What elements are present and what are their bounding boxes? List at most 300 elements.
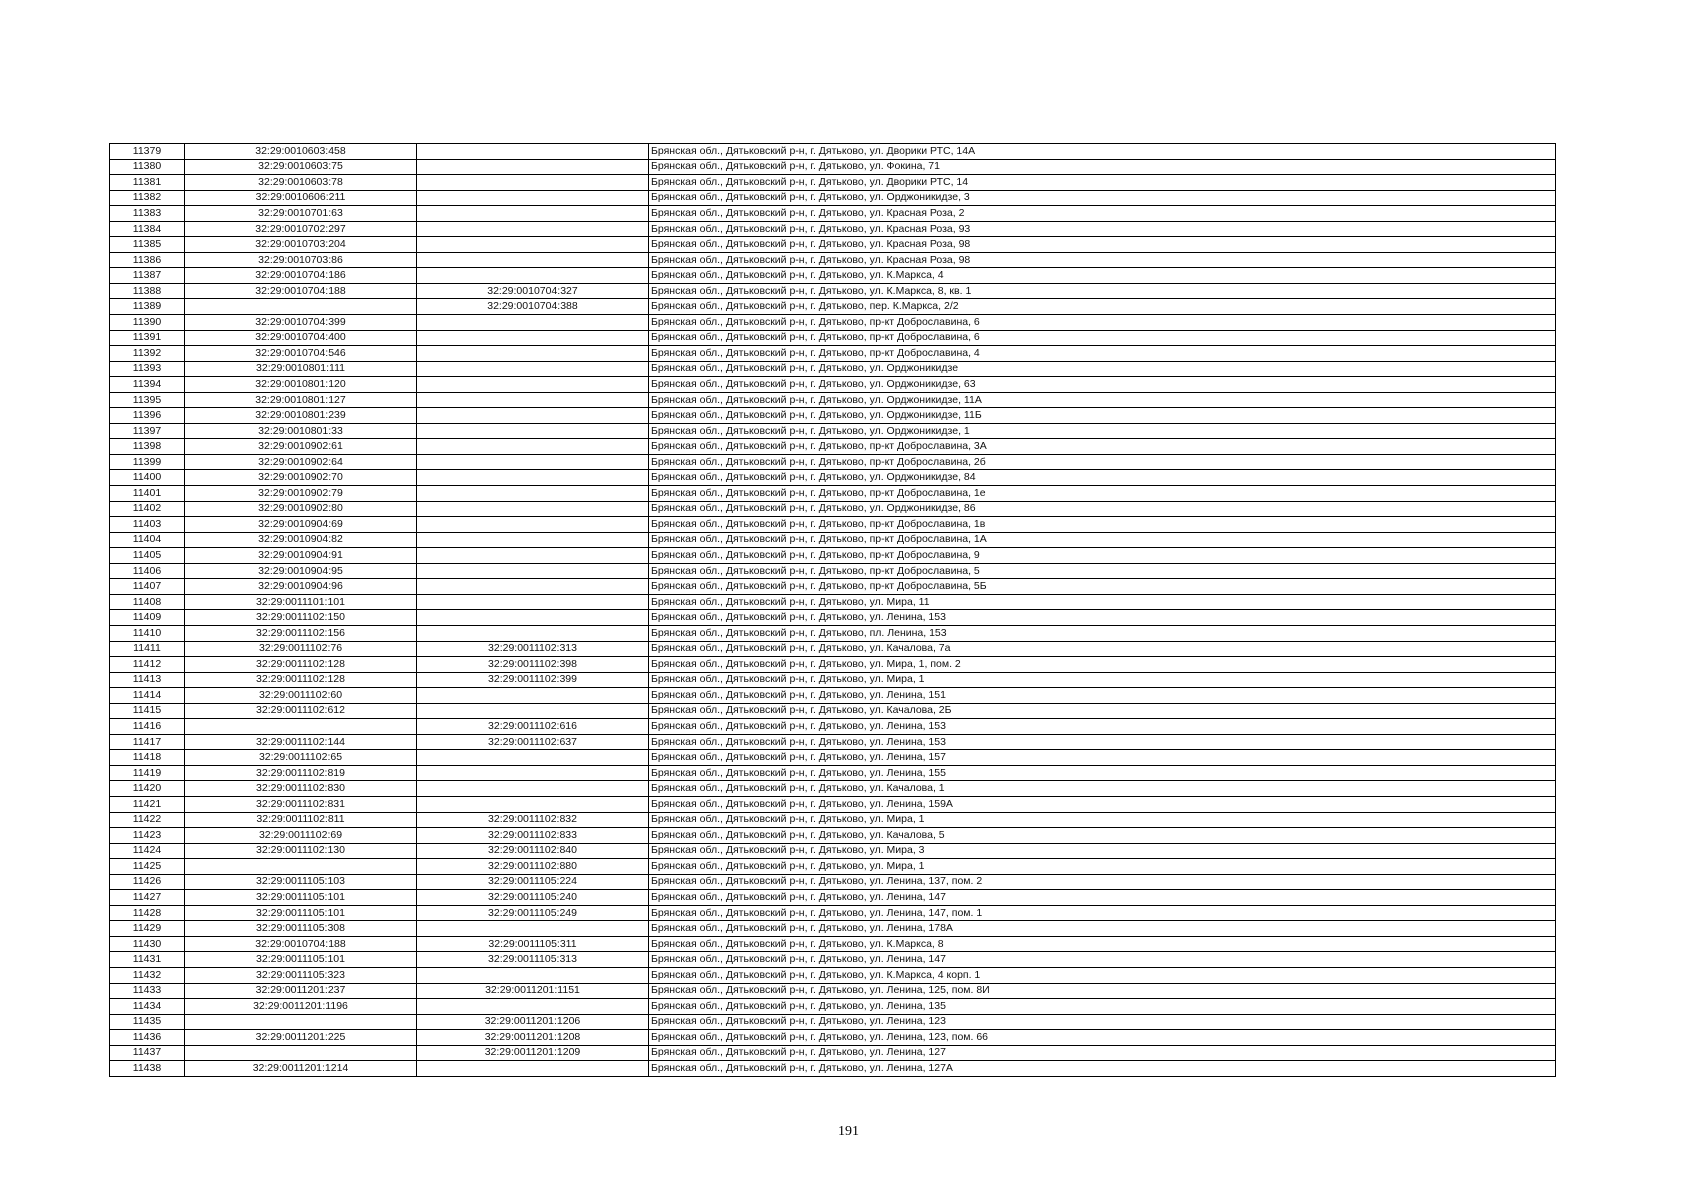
row-number-cell: 11380 (110, 159, 185, 175)
related-cadastral-number-cell (417, 594, 649, 610)
cadastral-number-cell: 32:29:0011102:76 (185, 641, 417, 657)
cadastral-number-cell: 32:29:0011201:225 (185, 1030, 417, 1046)
row-number-cell: 11423 (110, 828, 185, 844)
table-row (110, 594, 1556, 610)
related-cadastral-number-cell (417, 206, 649, 222)
address-cell: Брянская обл., Дятьковский р-н, г. Дятьково, ул. Мира, 1 (649, 672, 1556, 688)
table-row (110, 610, 1556, 626)
row-number-cell: 11436 (110, 1030, 185, 1046)
table-row (110, 532, 1556, 548)
cadastral-number-cell: 32:29:0010606:211 (185, 190, 417, 206)
related-cadastral-number-cell: 32:29:0011105:313 (417, 952, 649, 968)
row-number-cell: 11381 (110, 175, 185, 191)
address-cell: Брянская обл., Дятьковский р-н, г. Дятьково, ул. Ленина, 147 (649, 952, 1556, 968)
row-number-cell: 11415 (110, 703, 185, 719)
address-cell: Брянская обл., Дятьковский р-н, г. Дятьково, ул. К.Маркса, 8, кв. 1 (649, 283, 1556, 299)
address-cell: Брянская обл., Дятьковский р-н, г. Дятьково, ул. Мира, 3 (649, 843, 1556, 859)
cadastral-number-cell: 32:29:0010801:33 (185, 423, 417, 439)
table-row (110, 781, 1556, 797)
table-row (110, 952, 1556, 968)
cadastral-number-cell: 32:29:0011102:144 (185, 734, 417, 750)
table-row (110, 796, 1556, 812)
related-cadastral-number-cell (417, 1061, 649, 1077)
cadastral-number-cell (185, 859, 417, 875)
related-cadastral-number-cell (417, 781, 649, 797)
address-cell: Брянская обл., Дятьковский р-н, г. Дятьково, пр-кт Доброславина, 5 (649, 563, 1556, 579)
row-number-cell: 11419 (110, 765, 185, 781)
related-cadastral-number-cell: 32:29:0011102:832 (417, 812, 649, 828)
address-cell: Брянская обл., Дятьковский р-н, г. Дятьково, пр-кт Доброславина, 1в (649, 517, 1556, 533)
row-number-cell: 11425 (110, 859, 185, 875)
address-cell: Брянская обл., Дятьковский р-н, г. Дятьково, ул. Ленина, 159А (649, 796, 1556, 812)
cadastral-number-cell: 32:29:0010704:546 (185, 346, 417, 362)
table-row (110, 641, 1556, 657)
table-row (110, 765, 1556, 781)
table-row (110, 392, 1556, 408)
address-cell: Брянская обл., Дятьковский р-н, г. Дятьково, ул. Ленина, 153 (649, 719, 1556, 735)
address-cell: Брянская обл., Дятьковский р-н, г. Дятьково, ул. Ленина, 178А (649, 921, 1556, 937)
cadastral-number-cell: 32:29:0011102:811 (185, 812, 417, 828)
table-row (110, 672, 1556, 688)
related-cadastral-number-cell (417, 703, 649, 719)
table-row (110, 625, 1556, 641)
table-row (110, 408, 1556, 424)
cadastral-number-cell: 32:29:0011201:237 (185, 983, 417, 999)
address-cell: Брянская обл., Дятьковский р-н, г. Дятьково, ул. Орджоникидзе, 86 (649, 501, 1556, 517)
related-cadastral-number-cell (417, 470, 649, 486)
table-row (110, 983, 1556, 999)
related-cadastral-number-cell (417, 268, 649, 284)
cadastral-number-cell: 32:29:0010603:75 (185, 159, 417, 175)
address-cell: Брянская обл., Дятьковский р-н, г. Дятьково, ул. Мира, 1 (649, 859, 1556, 875)
related-cadastral-number-cell (417, 610, 649, 626)
related-cadastral-number-cell: 32:29:0011102:313 (417, 641, 649, 657)
table-row (110, 517, 1556, 533)
related-cadastral-number-cell (417, 563, 649, 579)
address-cell: Брянская обл., Дятьковский р-н, г. Дятьково, ул. Ленина, 151 (649, 688, 1556, 704)
related-cadastral-number-cell (417, 688, 649, 704)
address-cell: Брянская обл., Дятьковский р-н, г. Дятьково, ул. Ленина, 157 (649, 750, 1556, 766)
table-row (110, 859, 1556, 875)
address-cell: Брянская обл., Дятьковский р-н, г. Дятьково, пл. Ленина, 153 (649, 625, 1556, 641)
address-cell: Брянская обл., Дятьковский р-н, г. Дятьково, ул. Ленина, 155 (649, 765, 1556, 781)
address-cell: Брянская обл., Дятьковский р-н, г. Дятьково, ул. Орджоникидзе, 3 (649, 190, 1556, 206)
table-row (110, 734, 1556, 750)
related-cadastral-number-cell (417, 159, 649, 175)
cadastral-number-cell (185, 1014, 417, 1030)
row-number-cell: 11397 (110, 423, 185, 439)
cadastral-number-cell: 32:29:0010801:127 (185, 392, 417, 408)
row-number-cell: 11412 (110, 657, 185, 673)
related-cadastral-number-cell (417, 796, 649, 812)
table-row (110, 486, 1556, 502)
row-number-cell: 11429 (110, 921, 185, 937)
table-row (110, 190, 1556, 206)
row-number-cell: 11382 (110, 190, 185, 206)
related-cadastral-number-cell (417, 625, 649, 641)
related-cadastral-number-cell: 32:29:0011102:637 (417, 734, 649, 750)
related-cadastral-number-cell: 32:29:0011102:840 (417, 843, 649, 859)
related-cadastral-number-cell: 32:29:0011105:249 (417, 905, 649, 921)
row-number-cell: 11388 (110, 283, 185, 299)
table-row (110, 159, 1556, 175)
cadastral-number-cell: 32:29:0011105:101 (185, 952, 417, 968)
related-cadastral-number-cell (417, 532, 649, 548)
table-row (110, 175, 1556, 191)
address-cell: Брянская обл., Дятьковский р-н, г. Дятьково, ул. Орджоникидзе, 63 (649, 377, 1556, 393)
row-number-cell: 11383 (110, 206, 185, 222)
table-row (110, 361, 1556, 377)
address-cell: Брянская обл., Дятьковский р-н, г. Дятьково, ул. Красная Роза, 2 (649, 206, 1556, 222)
row-number-cell: 11402 (110, 501, 185, 517)
cadastral-number-cell (185, 299, 417, 315)
table-row (110, 999, 1556, 1015)
cadastral-number-cell: 32:29:0011105:323 (185, 967, 417, 983)
related-cadastral-number-cell: 32:29:0011201:1209 (417, 1045, 649, 1061)
row-number-cell: 11422 (110, 812, 185, 828)
row-number-cell: 11421 (110, 796, 185, 812)
row-number-cell: 11389 (110, 299, 185, 315)
cadastral-number-cell: 32:29:0010704:188 (185, 283, 417, 299)
cadastral-number-cell: 32:29:0010603:458 (185, 144, 417, 160)
table-row (110, 330, 1556, 346)
table-row (110, 750, 1556, 766)
cadastral-number-cell: 32:29:0010801:111 (185, 361, 417, 377)
row-number-cell: 11406 (110, 563, 185, 579)
cadastral-number-cell: 32:29:0011102:156 (185, 625, 417, 641)
related-cadastral-number-cell (417, 144, 649, 160)
cadastral-number-cell: 32:29:0011102:831 (185, 796, 417, 812)
address-cell: Брянская обл., Дятьковский р-н, г. Дятьково, ул. Ленина, 123 (649, 1014, 1556, 1030)
address-cell: Брянская обл., Дятьковский р-н, г. Дятьково, ул. Ленина, 135 (649, 999, 1556, 1015)
cadastral-number-cell: 32:29:0011102:128 (185, 672, 417, 688)
address-cell: Брянская обл., Дятьковский р-н, г. Дятьково, ул. К.Маркса, 4 (649, 268, 1556, 284)
address-cell: Брянская обл., Дятьковский р-н, г. Дятьково, ул. Ленина, 137, пом. 2 (649, 874, 1556, 890)
cadastral-number-cell: 32:29:0010801:120 (185, 377, 417, 393)
page-number: 191 (838, 1124, 859, 1139)
cadastral-number-cell: 32:29:0010902:64 (185, 454, 417, 470)
address-cell: Брянская обл., Дятьковский р-н, г. Дятьково, пр-кт Доброславина, 6 (649, 315, 1556, 331)
address-cell: Брянская обл., Дятьковский р-н, г. Дятьково, ул. К.Маркса, 8 (649, 936, 1556, 952)
row-number-cell: 11390 (110, 315, 185, 331)
related-cadastral-number-cell (417, 423, 649, 439)
address-cell: Брянская обл., Дятьковский р-н, г. Дятьково, ул. Ленина, 123, пом. 66 (649, 1030, 1556, 1046)
related-cadastral-number-cell (417, 252, 649, 268)
related-cadastral-number-cell (417, 190, 649, 206)
related-cadastral-number-cell: 32:29:0011105:311 (417, 936, 649, 952)
cadastral-number-cell: 32:29:0011102:69 (185, 828, 417, 844)
cadastral-number-cell: 32:29:0010904:95 (185, 563, 417, 579)
address-cell: Брянская обл., Дятьковский р-н, г. Дятьково, ул. Дворики РТС, 14 (649, 175, 1556, 191)
cadastral-number-cell: 32:29:0011201:1214 (185, 1061, 417, 1077)
address-cell: Брянская обл., Дятьковский р-н, г. Дятьково, ул. Дворики РТС, 14А (649, 144, 1556, 160)
table-row (110, 548, 1556, 564)
related-cadastral-number-cell: 32:29:0011102:833 (417, 828, 649, 844)
address-cell: Брянская обл., Дятьковский р-н, г. Дятьково, ул. Орджоникидзе, 11Б (649, 408, 1556, 424)
table-row (110, 252, 1556, 268)
row-number-cell: 11420 (110, 781, 185, 797)
address-cell: Брянская обл., Дятьковский р-н, г. Дятьково, пр-кт Доброславина, 3А (649, 439, 1556, 455)
cadastral-number-cell: 32:29:0011101:101 (185, 594, 417, 610)
related-cadastral-number-cell: 32:29:0011105:240 (417, 890, 649, 906)
address-cell: Брянская обл., Дятьковский р-н, г. Дятьково, ул. Мира, 1 (649, 812, 1556, 828)
address-cell: Брянская обл., Дятьковский р-н, г. Дятьково, ул. Ленина, 153 (649, 610, 1556, 626)
address-cell: Брянская обл., Дятьковский р-н, г. Дятьково, ул. Ленина, 153 (649, 734, 1556, 750)
row-number-cell: 11386 (110, 252, 185, 268)
cadastral-number-cell: 32:29:0010904:82 (185, 532, 417, 548)
related-cadastral-number-cell (417, 377, 649, 393)
table-row (110, 703, 1556, 719)
cadastral-number-cell: 32:29:0011102:128 (185, 657, 417, 673)
related-cadastral-number-cell (417, 501, 649, 517)
row-number-cell: 11433 (110, 983, 185, 999)
row-number-cell: 11435 (110, 1014, 185, 1030)
cadastral-number-cell: 32:29:0010704:188 (185, 936, 417, 952)
cadastral-number-cell (185, 719, 417, 735)
table-row (110, 890, 1556, 906)
table-row (110, 579, 1556, 595)
table-row (110, 144, 1556, 160)
row-number-cell: 11414 (110, 688, 185, 704)
row-number-cell: 11404 (110, 532, 185, 548)
row-number-cell: 11410 (110, 625, 185, 641)
cadastral-number-cell: 32:29:0010902:70 (185, 470, 417, 486)
table-body (110, 144, 1556, 1077)
address-cell: Брянская обл., Дятьковский р-н, г. Дятьково, ул. Ленина, 125, пом. 8И (649, 983, 1556, 999)
address-cell: Брянская обл., Дятьковский р-н, г. Дятьково, ул. Качалова, 1 (649, 781, 1556, 797)
table-row (110, 967, 1556, 983)
row-number-cell: 11408 (110, 594, 185, 610)
table-row (110, 454, 1556, 470)
cadastral-number-cell: 32:29:0011102:60 (185, 688, 417, 704)
related-cadastral-number-cell (417, 237, 649, 253)
address-cell: Брянская обл., Дятьковский р-н, г. Дятьково, ул. Ленина, 147, пом. 1 (649, 905, 1556, 921)
table-row (110, 1014, 1556, 1030)
related-cadastral-number-cell (417, 361, 649, 377)
cadastral-number-cell: 32:29:0011102:830 (185, 781, 417, 797)
table-row (110, 688, 1556, 704)
row-number-cell: 11418 (110, 750, 185, 766)
table-row (110, 283, 1556, 299)
table-row (110, 346, 1556, 362)
cadastral-number-cell: 32:29:0010701:63 (185, 206, 417, 222)
cadastral-number-cell: 32:29:0011105:101 (185, 905, 417, 921)
table-row (110, 377, 1556, 393)
row-number-cell: 11432 (110, 967, 185, 983)
document-table (109, 143, 1556, 1077)
related-cadastral-number-cell: 32:29:0011102:399 (417, 672, 649, 688)
related-cadastral-number-cell (417, 548, 649, 564)
table-row (110, 1045, 1556, 1061)
table-row (110, 563, 1556, 579)
address-cell: Брянская обл., Дятьковский р-н, г. Дятьково, пр-кт Доброславина, 2б (649, 454, 1556, 470)
table-row (110, 299, 1556, 315)
table-row (110, 221, 1556, 237)
row-number-cell: 11385 (110, 237, 185, 253)
related-cadastral-number-cell (417, 439, 649, 455)
address-cell: Брянская обл., Дятьковский р-н, г. Дятьково, ул. Мира, 11 (649, 594, 1556, 610)
table-row (110, 843, 1556, 859)
cadastral-number-cell: 32:29:0010704:399 (185, 315, 417, 331)
related-cadastral-number-cell: 32:29:0011102:398 (417, 657, 649, 673)
cadastral-number-cell: 32:29:0010704:400 (185, 330, 417, 346)
related-cadastral-number-cell: 32:29:0010704:388 (417, 299, 649, 315)
related-cadastral-number-cell: 32:29:0010704:327 (417, 283, 649, 299)
related-cadastral-number-cell (417, 408, 649, 424)
row-number-cell: 11434 (110, 999, 185, 1015)
table-row (110, 237, 1556, 253)
related-cadastral-number-cell (417, 330, 649, 346)
row-number-cell: 11431 (110, 952, 185, 968)
row-number-cell: 11401 (110, 486, 185, 502)
row-number-cell: 11403 (110, 517, 185, 533)
row-number-cell: 11399 (110, 454, 185, 470)
related-cadastral-number-cell (417, 765, 649, 781)
related-cadastral-number-cell: 32:29:0011102:880 (417, 859, 649, 875)
row-number-cell: 11379 (110, 144, 185, 160)
row-number-cell: 11438 (110, 1061, 185, 1077)
address-cell: Брянская обл., Дятьковский р-н, г. Дятьково, ул. Качалова, 5 (649, 828, 1556, 844)
related-cadastral-number-cell (417, 221, 649, 237)
related-cadastral-number-cell (417, 315, 649, 331)
related-cadastral-number-cell (417, 486, 649, 502)
address-cell: Брянская обл., Дятьковский р-н, г. Дятьково, ул. Орджоникидзе (649, 361, 1556, 377)
related-cadastral-number-cell: 32:29:0011102:616 (417, 719, 649, 735)
table-row (110, 874, 1556, 890)
table-row (110, 315, 1556, 331)
table-row (110, 501, 1556, 517)
address-cell: Брянская обл., Дятьковский р-н, г. Дятьково, ул. Красная Роза, 98 (649, 237, 1556, 253)
table-row (110, 719, 1556, 735)
address-cell: Брянская обл., Дятьковский р-н, г. Дятьково, ул. Качалова, 2Б (649, 703, 1556, 719)
cadastral-number-cell: 32:29:0011102:65 (185, 750, 417, 766)
row-number-cell: 11437 (110, 1045, 185, 1061)
row-number-cell: 11396 (110, 408, 185, 424)
table-row (110, 936, 1556, 952)
related-cadastral-number-cell (417, 454, 649, 470)
row-number-cell: 11426 (110, 874, 185, 890)
related-cadastral-number-cell: 32:29:0011105:224 (417, 874, 649, 890)
cadastral-number-cell: 32:29:0011105:103 (185, 874, 417, 890)
row-number-cell: 11398 (110, 439, 185, 455)
row-number-cell: 11428 (110, 905, 185, 921)
table-row (110, 423, 1556, 439)
address-cell: Брянская обл., Дятьковский р-н, г. Дятьково, ул. Ленина, 127А (649, 1061, 1556, 1077)
related-cadastral-number-cell (417, 346, 649, 362)
address-cell: Брянская обл., Дятьковский р-н, г. Дятьково, ул. Фокина, 71 (649, 159, 1556, 175)
address-cell: Брянская обл., Дятьковский р-н, г. Дятьково, ул. Красная Роза, 98 (649, 252, 1556, 268)
cadastral-number-cell: 32:29:0010801:239 (185, 408, 417, 424)
address-cell: Брянская обл., Дятьковский р-н, г. Дятьково, пр-кт Доброславина, 5Б (649, 579, 1556, 595)
row-number-cell: 11392 (110, 346, 185, 362)
cadastral-number-cell: 32:29:0010703:86 (185, 252, 417, 268)
table-row (110, 921, 1556, 937)
address-cell: Брянская обл., Дятьковский р-н, г. Дятьково, пр-кт Доброславина, 1А (649, 532, 1556, 548)
row-number-cell: 11411 (110, 641, 185, 657)
table-row (110, 470, 1556, 486)
row-number-cell: 11393 (110, 361, 185, 377)
cadastral-number-cell: 32:29:0010904:96 (185, 579, 417, 595)
address-cell: Брянская обл., Дятьковский р-н, г. Дятьково, пр-кт Доброславина, 6 (649, 330, 1556, 346)
table-row (110, 439, 1556, 455)
row-number-cell: 11416 (110, 719, 185, 735)
row-number-cell: 11405 (110, 548, 185, 564)
row-number-cell: 11387 (110, 268, 185, 284)
table-row (110, 905, 1556, 921)
address-cell: Брянская обл., Дятьковский р-н, г. Дятьково, ул. Мира, 1, пом. 2 (649, 657, 1556, 673)
row-number-cell: 11427 (110, 890, 185, 906)
address-cell: Брянская обл., Дятьковский р-н, г. Дятьково, пр-кт Доброславина, 1е (649, 486, 1556, 502)
cadastral-number-cell: 32:29:0010902:79 (185, 486, 417, 502)
cadastral-number-cell: 32:29:0011102:150 (185, 610, 417, 626)
cadastral-number-cell: 32:29:0010603:78 (185, 175, 417, 191)
cadastral-number-cell: 32:29:0011201:1196 (185, 999, 417, 1015)
related-cadastral-number-cell: 32:29:0011201:1151 (417, 983, 649, 999)
address-cell: Брянская обл., Дятьковский р-н, г. Дятьково, пр-кт Доброславина, 9 (649, 548, 1556, 564)
cadastral-number-cell: 32:29:0011102:819 (185, 765, 417, 781)
address-cell: Брянская обл., Дятьковский р-н, г. Дятьково, пр-кт Доброславина, 4 (649, 346, 1556, 362)
cadastral-number-cell: 32:29:0010703:204 (185, 237, 417, 253)
table-row (110, 812, 1556, 828)
address-cell: Брянская обл., Дятьковский р-н, г. Дятьково, ул. Орджоникидзе, 1 (649, 423, 1556, 439)
address-cell: Брянская обл., Дятьковский р-н, г. Дятьково, ул. Орджоникидзе, 11А (649, 392, 1556, 408)
cadastral-number-cell: 32:29:0011105:308 (185, 921, 417, 937)
cadastral-number-cell: 32:29:0010704:186 (185, 268, 417, 284)
address-cell: Брянская обл., Дятьковский р-н, г. Дятьково, ул. Качалова, 7а (649, 641, 1556, 657)
row-number-cell: 11400 (110, 470, 185, 486)
related-cadastral-number-cell (417, 967, 649, 983)
cadastral-number-cell: 32:29:0011102:612 (185, 703, 417, 719)
address-cell: Брянская обл., Дятьковский р-н, г. Дятьково, ул. Ленина, 127 (649, 1045, 1556, 1061)
table-row (110, 1030, 1556, 1046)
cadastral-number-cell: 32:29:0011105:101 (185, 890, 417, 906)
related-cadastral-number-cell: 32:29:0011201:1206 (417, 1014, 649, 1030)
related-cadastral-number-cell (417, 999, 649, 1015)
related-cadastral-number-cell (417, 750, 649, 766)
row-number-cell: 11413 (110, 672, 185, 688)
cadastral-number-cell (185, 1045, 417, 1061)
address-cell: Брянская обл., Дятьковский р-н, г. Дятьково, пер. К.Маркса, 2/2 (649, 299, 1556, 315)
row-number-cell: 11391 (110, 330, 185, 346)
row-number-cell: 11394 (110, 377, 185, 393)
related-cadastral-number-cell (417, 517, 649, 533)
address-cell: Брянская обл., Дятьковский р-н, г. Дятьково, ул. Красная Роза, 93 (649, 221, 1556, 237)
cadastral-number-cell: 32:29:0010904:69 (185, 517, 417, 533)
cadastral-number-cell: 32:29:0010902:61 (185, 439, 417, 455)
cadastral-number-cell: 32:29:0010902:80 (185, 501, 417, 517)
related-cadastral-number-cell (417, 175, 649, 191)
related-cadastral-number-cell: 32:29:0011201:1208 (417, 1030, 649, 1046)
related-cadastral-number-cell (417, 392, 649, 408)
related-cadastral-number-cell (417, 921, 649, 937)
row-number-cell: 11430 (110, 936, 185, 952)
cadastral-number-cell: 32:29:0011102:130 (185, 843, 417, 859)
cadastral-number-cell: 32:29:0010904:91 (185, 548, 417, 564)
address-cell: Брянская обл., Дятьковский р-н, г. Дятьково, ул. Орджоникидзе, 84 (649, 470, 1556, 486)
address-cell: Брянская обл., Дятьковский р-н, г. Дятьково, ул. К.Маркса, 4 корп. 1 (649, 967, 1556, 983)
table-row (110, 1061, 1556, 1077)
address-cell: Брянская обл., Дятьковский р-н, г. Дятьково, ул. Ленина, 147 (649, 890, 1556, 906)
row-number-cell: 11407 (110, 579, 185, 595)
table-row (110, 657, 1556, 673)
row-number-cell: 11395 (110, 392, 185, 408)
table-row (110, 206, 1556, 222)
row-number-cell: 11384 (110, 221, 185, 237)
table-row (110, 828, 1556, 844)
related-cadastral-number-cell (417, 579, 649, 595)
row-number-cell: 11409 (110, 610, 185, 626)
cadastral-number-cell: 32:29:0010702:297 (185, 221, 417, 237)
